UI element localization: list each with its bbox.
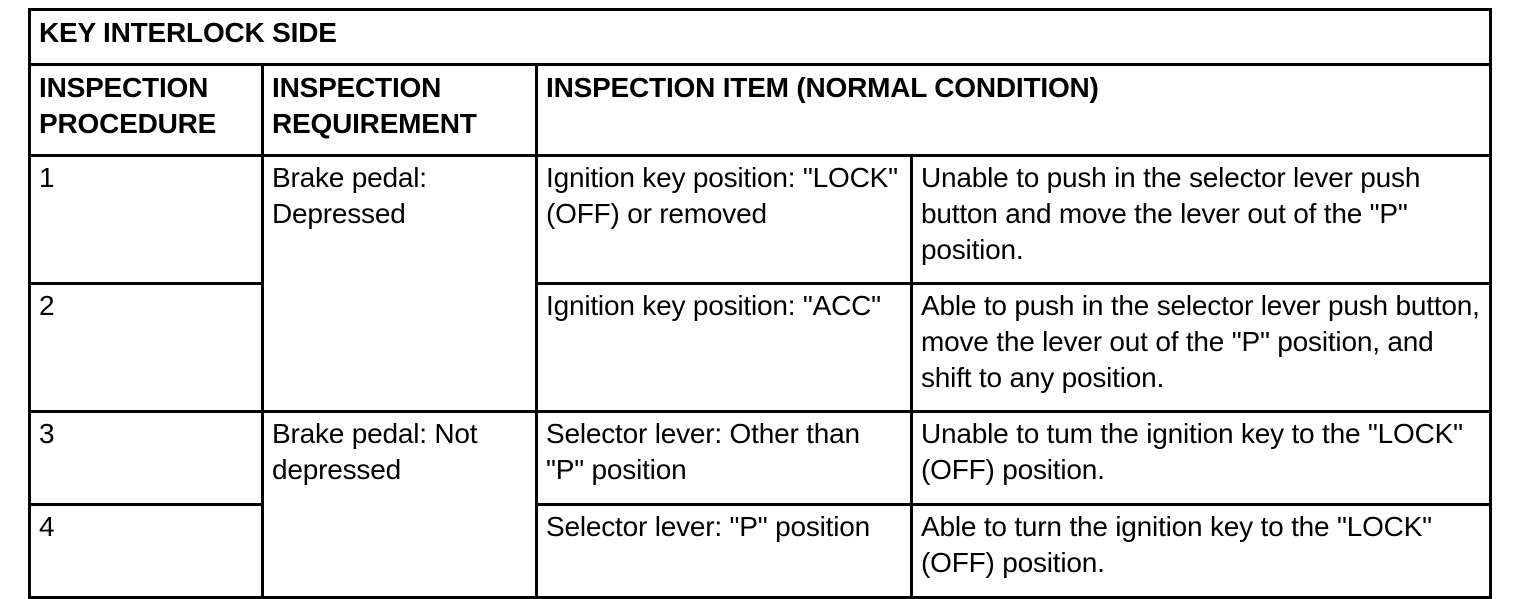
condition-cell: Able to push in the selector lever push button, move the lever out of the "P" position, and shift to any position. (912, 284, 1491, 412)
header-inspection-requirement: INSPECTION REQUIREMENT (263, 65, 537, 156)
key-interlock-table-container (28, 8, 1489, 599)
procedure-cell: 4 (30, 505, 263, 598)
table-row (30, 505, 1491, 598)
table-title: KEY INTERLOCK SIDE (30, 10, 1491, 65)
table-row (30, 412, 1491, 505)
procedure-cell: 3 (30, 412, 263, 505)
item-cell: Selector lever: "P" position (537, 505, 912, 598)
header-inspection-item: INSPECTION ITEM (NORMAL CONDITION) (537, 65, 1491, 156)
key-interlock-table (28, 8, 1492, 599)
condition-cell: Able to turn the ignition key to the "LOCK" (OFF) position. (912, 505, 1491, 598)
item-cell: Selector lever: Other than "P" position (537, 412, 912, 505)
procedure-cell: 2 (30, 284, 263, 412)
condition-cell: Unable to push in the selector lever push button and move the lever out of the "P" position. (912, 156, 1491, 284)
item-cell: Ignition key position: "ACC" (537, 284, 912, 412)
procedure-cell: 1 (30, 156, 263, 284)
header-inspection-procedure: INSPECTION PROCEDURE (30, 65, 263, 156)
table-title-row (30, 10, 1491, 65)
table-row (30, 284, 1491, 412)
requirement-cell: Brake pedal: Depressed (263, 156, 537, 412)
requirement-cell: Brake pedal: Not depressed (263, 412, 537, 598)
item-cell: Ignition key position: "LOCK" (OFF) or removed (537, 156, 912, 284)
condition-cell: Unable to tum the ignition key to the "LOCK" (OFF) position. (912, 412, 1491, 505)
table-row (30, 156, 1491, 284)
table-header-row (30, 65, 1491, 156)
